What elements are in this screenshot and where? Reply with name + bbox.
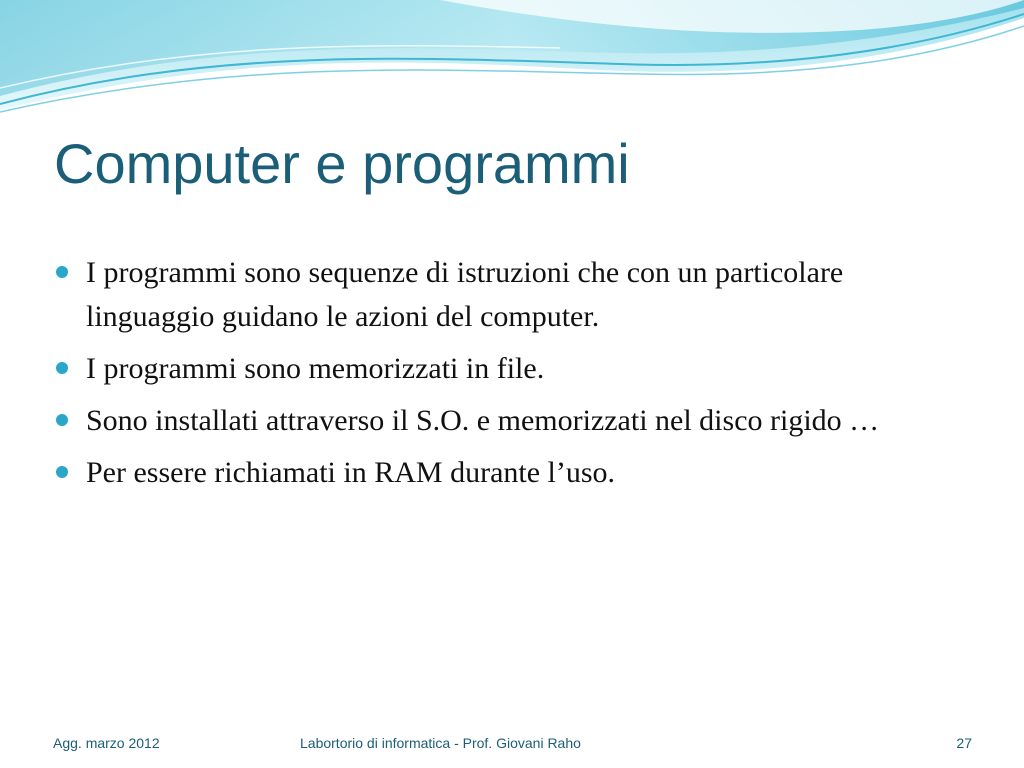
bullet-item (54, 399, 954, 443)
bullet-dot-icon (56, 362, 68, 374)
bullet-item (54, 347, 954, 391)
slide-title: Computer e programmi (54, 132, 630, 195)
bullet-text: Sono installati attraverso il S.O. e memorizzati nel disco rigido … (86, 404, 880, 437)
footer-date: Agg. marzo 2012 (53, 735, 160, 751)
decorative-wave-header (0, 0, 1024, 120)
bullet-list (54, 251, 954, 503)
bullet-text: I programmi sono memorizzati in file. (86, 352, 545, 385)
slide-number: 27 (956, 735, 972, 751)
bullet-dot-icon (56, 266, 68, 278)
bullet-dot-icon (56, 414, 68, 426)
bullet-dot-icon (56, 466, 68, 478)
bullet-item (54, 251, 954, 339)
footer-text: Labortorio di informatica - Prof. Giovani Raho (300, 735, 581, 751)
bullet-text: I programmi sono sequenze di istruzioni che con un particolare linguaggio guidano le azioni del computer. (86, 256, 844, 333)
bullet-item (54, 451, 954, 495)
bullet-text: Per essere richiamati in RAM durante l’uso. (86, 456, 616, 489)
